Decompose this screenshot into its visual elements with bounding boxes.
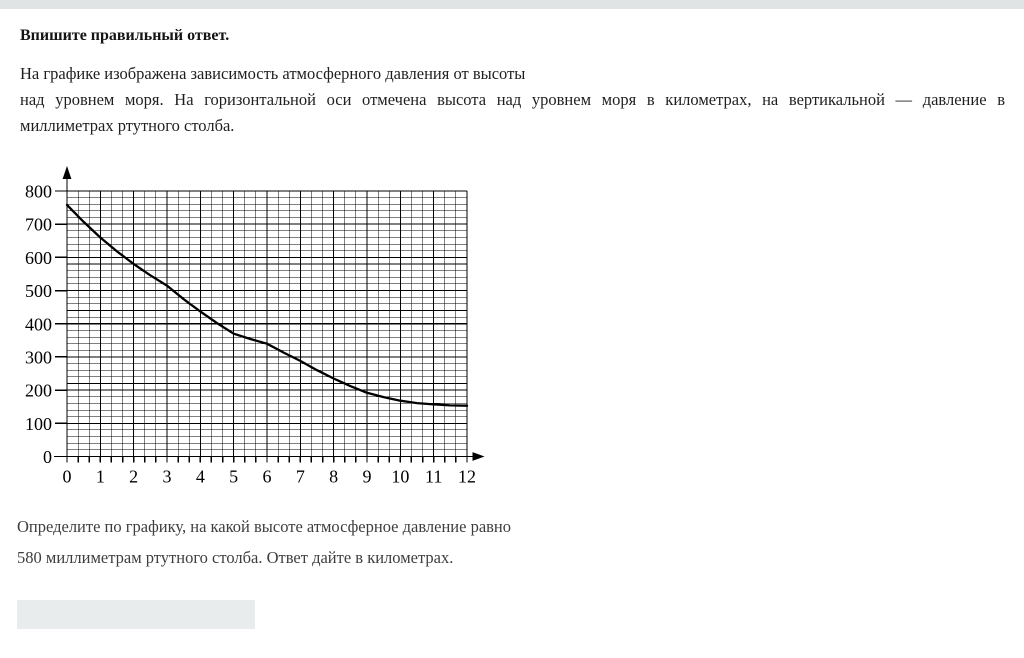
tick-label: 0 (43, 447, 52, 467)
tick-label: 5 (229, 466, 239, 487)
top-divider-bar (0, 0, 1024, 9)
tick-label: 4 (195, 466, 205, 487)
tick-label: 9 (362, 466, 372, 487)
y-axis-arrow-icon (63, 166, 72, 179)
tick-label: 100 (25, 413, 52, 434)
pressure-altitude-chart (0, 160, 500, 498)
tick-label: 1 (95, 466, 105, 487)
pressure-altitude-chart-svg (0, 160, 500, 498)
tick-label: 0 (62, 466, 72, 487)
description-line: миллиметрах ртутного столба. (20, 116, 235, 135)
tick-label: 200 (25, 380, 52, 401)
tick-label: 600 (25, 247, 52, 268)
question-line: 580 миллиметрам ртутного столба. Ответ дайте в километрах. (17, 548, 454, 567)
x-axis-arrow-icon (473, 452, 485, 461)
tick-label: 2 (129, 466, 139, 487)
axis-labels (25, 182, 476, 487)
task-description (20, 61, 1005, 139)
tick-label: 7 (295, 466, 305, 487)
tick-label: 300 (25, 347, 52, 368)
tick-label: 6 (262, 466, 272, 487)
tick-label: 3 (162, 466, 172, 487)
description-line: На графике изображена зависимость атмосферного давления от высоты (20, 64, 526, 83)
tick-label: 500 (25, 281, 52, 302)
tick-label: 8 (329, 466, 339, 487)
tick-label: 12 (458, 466, 476, 487)
tick-label: 10 (391, 466, 410, 487)
tick-label: 800 (25, 181, 52, 202)
axes (54, 167, 478, 463)
answer-input[interactable] (17, 600, 255, 629)
question-line: Определите по графику, на какой высоте атмосферное давление равно (17, 517, 512, 536)
description-line: над уровнем моря. На горизонтальной оси отмечена высота над уровнем моря в километрах, на вертикальной — давление в (20, 90, 1005, 109)
tick-label: 400 (25, 314, 52, 335)
tick-label: 700 (25, 214, 52, 235)
tick-label: 11 (424, 466, 443, 487)
page-title: Впишите правильный ответ. (20, 27, 230, 44)
question-text (17, 511, 511, 573)
